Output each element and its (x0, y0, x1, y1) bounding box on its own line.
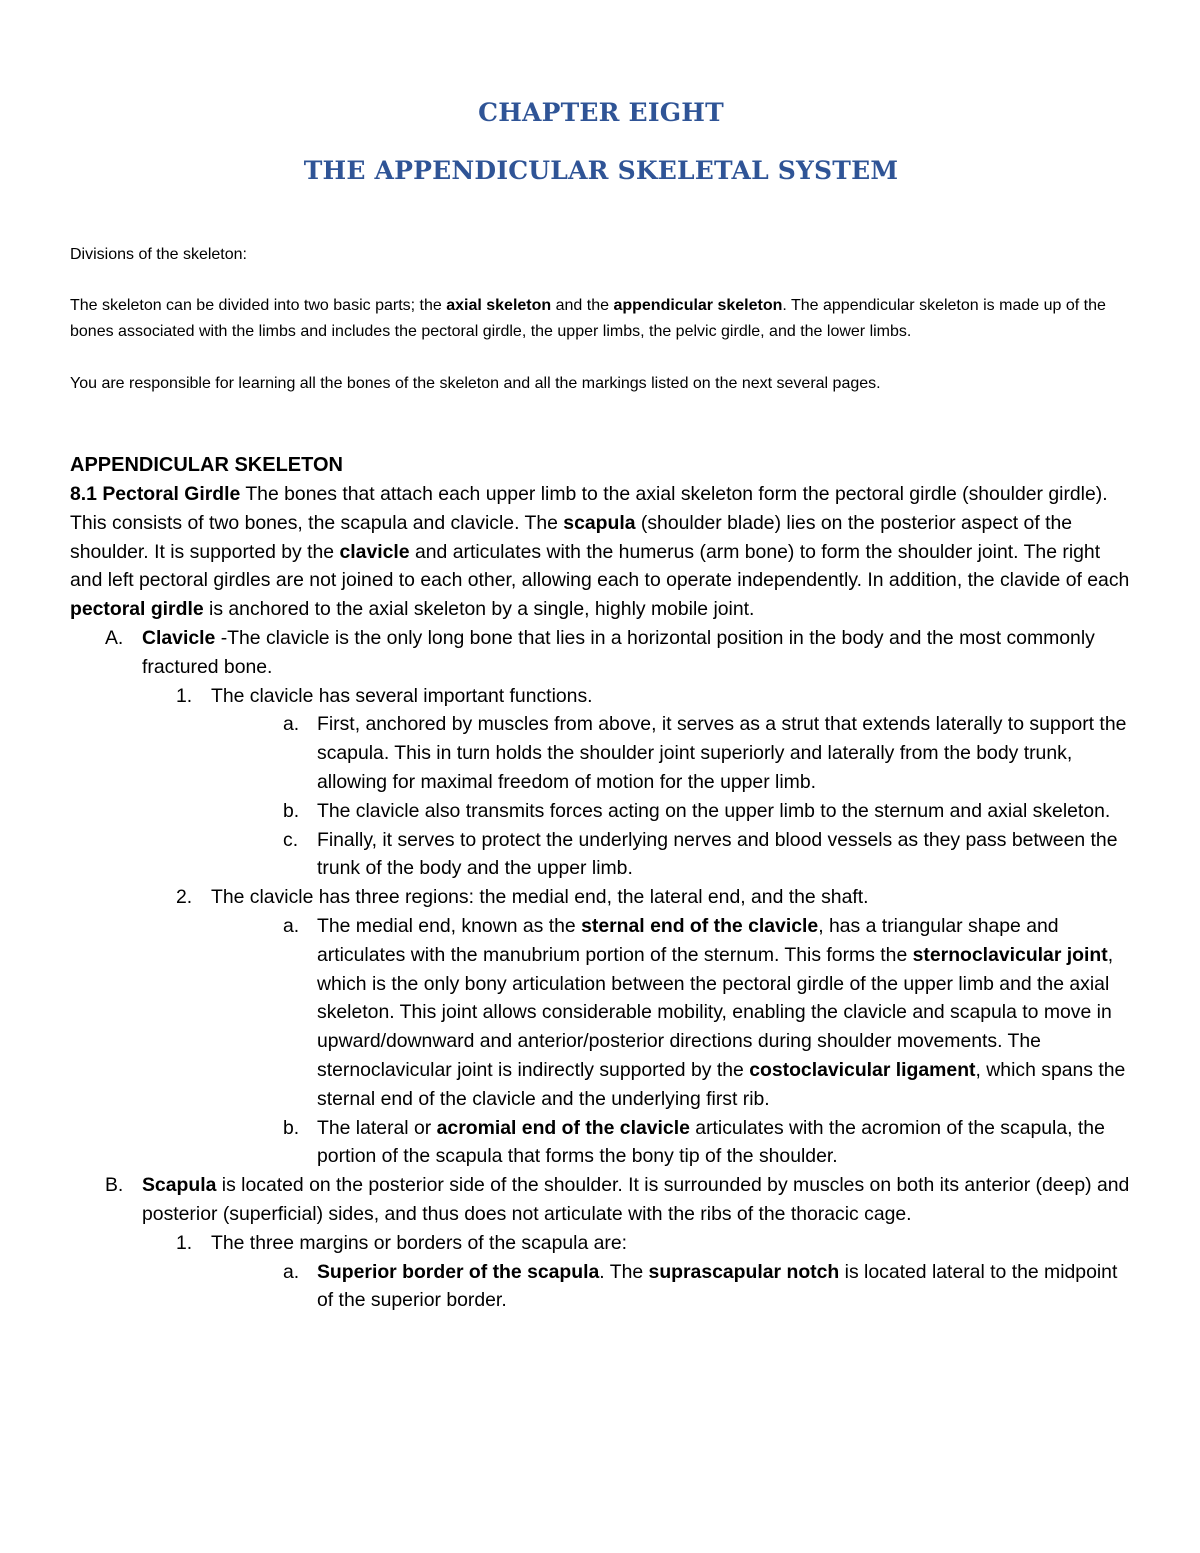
scapula-description: is located on the posterior side of the shoulder. It is surrounded by muscles on both its anterior (deep) and posterior (superficial) sides, and thus does not articulate with the ribs of the thoracic cage. (142, 1174, 1130, 1225)
term-suprascapular-notch: suprascapular notch (648, 1260, 840, 1283)
list-marker: a. (283, 713, 300, 736)
list-item-clavicle-regions (70, 883, 1132, 912)
list-marker: 1. (176, 684, 193, 707)
list-item-text: The clavicle has three regions: the medial end, the lateral end, and the shaft. (211, 886, 869, 909)
list-item-scapula-borders (70, 1229, 1132, 1258)
pg-text-2: (shoulder blade) lies on the posterior aspect of the shoulder. It is supported by the (70, 511, 1073, 563)
list-marker: c. (283, 828, 299, 851)
divisions-heading: Divisions of the skeleton: (70, 246, 247, 263)
intro-text-3: . The appendicular skeleton is made up of the bones associated with the limbs and includes the pectoral girdle, the upper limbs, the pelvic girdle, and the lower limbs. (70, 297, 1106, 340)
list-item-lateral-end (70, 1114, 1132, 1172)
list-item-text: The medial end, known as the (317, 914, 582, 937)
list-item-function-c (70, 826, 1132, 884)
list-marker: A. (105, 626, 124, 649)
chapter-title: CHAPTER EIGHT (478, 98, 724, 127)
list-item-text: The three margins or borders of the scapula are: (211, 1231, 628, 1254)
list-item-text: First, anchored by muscles from above, it serves as a strut that extends laterally to support the scapula. This in turn holds the shoulder joint superiorly and laterally from the body trunk, allowing for maximal freedom of motion for the upper limb. (317, 713, 1127, 793)
list-item-text: Finally, it serves to protect the underlying nerves and blood vessels as they pass between the trunk of the body and the upper limb. (317, 828, 1118, 880)
section-heading: APPENDICULAR SKELETON (70, 454, 343, 476)
document-page (70, 96, 1132, 1315)
intro-paragraph (70, 293, 1132, 345)
term-superior-border: Superior border of the scapula (317, 1260, 600, 1283)
list-marker: 1. (176, 1231, 193, 1254)
list-marker: a. (283, 914, 300, 937)
list-marker: a. (283, 1260, 300, 1283)
list-marker: b. (283, 799, 300, 822)
list-item-function-a (70, 710, 1132, 796)
list-item-text: articulates with the acromion of the scapula, the portion of the scapula that forms the bony tip of the shoulder. (317, 1116, 1105, 1168)
term-costoclavicular-ligament: costoclavicular ligament (749, 1058, 976, 1081)
term-clavicle: clavicle (339, 540, 410, 563)
list-item-text: . The (599, 1260, 649, 1283)
list-item-text: , has a triangular shape and articulates with the manubrium portion of the sternum. This forms the (317, 914, 1059, 966)
pg-text-3: and articulates with the humerus (arm bone) to form the shoulder joint. The right and left pectoral girdles are not joined to each other, allowing each to operate independently. In addition, the clavide of each (70, 540, 1130, 592)
term-sternoclavicular-joint: sternoclavicular joint (912, 943, 1108, 966)
intro-text-1: The skeleton can be divided into two basic parts; the (70, 297, 447, 314)
list-marker: B. (105, 1174, 124, 1197)
list-marker: b. (283, 1116, 300, 1139)
pg-text-1: The bones that attach each upper limb to the axial skeleton form the pectoral girdle (shoulder girdle). This consists of two bones, the scapula and clavicle. The (70, 483, 1108, 534)
list-item-clavicle-functions (70, 682, 1132, 711)
term-acromial-end: acromial end of the clavicle (436, 1116, 690, 1139)
list-item-text: , which spans the sternal end of the clavicle and the underlying first rib. (317, 1058, 1126, 1110)
term-axial-skeleton: axial skeleton (446, 297, 552, 314)
term-scapula: scapula (563, 511, 636, 534)
outline-list (70, 624, 1132, 1315)
list-item-text: The lateral or (317, 1116, 437, 1139)
term-sternal-end: sternal end of the clavicle (581, 914, 819, 937)
list-item-text: The clavicle has several important functions. (211, 684, 593, 707)
list-item-clavicle (70, 624, 1132, 682)
clavicle-description: -The clavicle is the only long bone that lies in a horizontal position in the body and the most commonly fractured bone. (142, 626, 1095, 678)
pectoral-girdle-paragraph (70, 480, 1132, 624)
term-pectoral-girdle: pectoral girdle (70, 598, 204, 621)
list-item-text: The clavicle also transmits forces acting on the upper limb to the sternum and axial skeleton. (317, 799, 1111, 822)
list-marker: 2. (176, 886, 193, 909)
term-scapula-heading: Scapula (142, 1174, 217, 1197)
list-item-text: , which is the only bony articulation between the pectoral girdle of the upper limb and the axial skeleton. This joint allows considerable mobility, enabling the clavicle and scapula to move in upward/downward and anterior/posterior directions during shoulder movements. The sternoclavicular joint is indirectly supported by the (317, 943, 1114, 1081)
list-item-medial-end (70, 912, 1132, 1114)
pg-text-4: is anchored to the axial skeleton by a single, highly mobile joint. (203, 598, 755, 621)
intro-text-2: and the (551, 297, 614, 314)
list-item-scapula (70, 1171, 1132, 1229)
list-item-text: is located lateral to the midpoint of the superior border. (317, 1260, 1118, 1312)
list-item-function-b (70, 797, 1132, 826)
chapter-subtitle: THE APPENDICULAR SKELETAL SYSTEM (303, 156, 899, 185)
responsibility-note: You are responsible for learning all the bones of the skeleton and all the markings listed on the next several pages. (70, 375, 881, 392)
term-appendicular-skeleton: appendicular skeleton (613, 297, 783, 314)
pectoral-girdle-title: 8.1 Pectoral Girdle (70, 483, 241, 505)
term-clavicle-heading: Clavicle (142, 626, 216, 649)
list-item-superior-border (70, 1258, 1132, 1316)
